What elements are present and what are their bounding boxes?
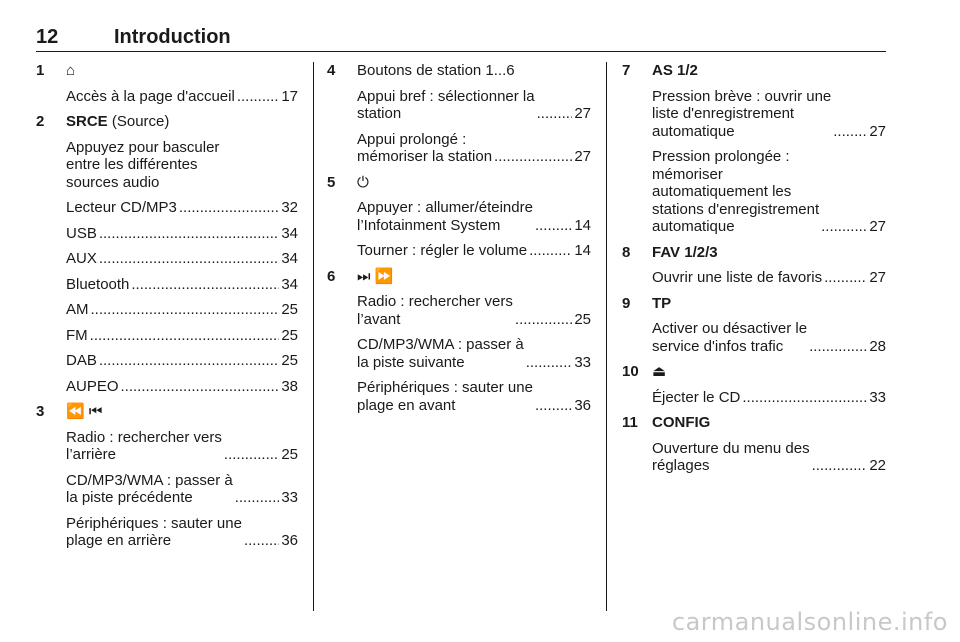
item-number: 5	[327, 173, 336, 191]
column-3	[622, 62, 886, 483]
item-heading-bold: FAV 1/2/3	[652, 243, 718, 261]
dot-leader	[99, 225, 279, 243]
entry-text: Appui bref : sélectionner la station	[357, 87, 535, 122]
reference-entry	[66, 515, 298, 550]
page-reference: 27	[574, 148, 591, 165]
page-reference: 25	[281, 446, 298, 463]
dot-leader	[809, 338, 867, 356]
dot-leader	[535, 397, 572, 415]
item-number: 10	[622, 363, 639, 380]
control-symbol-icon: ⏭ ⏩	[357, 267, 394, 285]
entry-text: Appuyer : allumer/éteindre l’Infotainment System	[357, 199, 533, 234]
dot-leader	[824, 269, 867, 287]
item-number: 11	[622, 414, 638, 431]
item-heading-bold: TP	[652, 294, 672, 312]
item-heading-text: (Source)	[107, 113, 170, 130]
dot-leader	[515, 311, 572, 329]
reference-entry	[66, 276, 298, 294]
page-reference: 25	[574, 310, 591, 328]
dot-leader	[742, 389, 867, 407]
legend-item	[36, 113, 298, 395]
reference-entry	[66, 378, 298, 396]
entry-text: Tourner : régler le volume	[357, 242, 528, 259]
page-title: Introduction	[114, 26, 231, 48]
entry-text: Appui prolongé : mémoriser la station	[357, 130, 493, 165]
page-reference: 14	[574, 216, 591, 234]
item-number: 3	[36, 403, 45, 420]
item-heading	[66, 113, 298, 131]
item-number: 9	[622, 294, 631, 312]
dot-leader	[526, 354, 573, 372]
reference-entry	[66, 199, 298, 217]
dot-leader	[494, 148, 572, 166]
page-number: 12	[36, 26, 59, 48]
entry-text: DAB	[66, 352, 97, 369]
item-number: 4	[327, 62, 336, 79]
reference-entry	[357, 379, 591, 414]
reference-entry	[66, 352, 298, 370]
legend-item	[36, 62, 298, 105]
reference-entry	[652, 88, 886, 141]
reference-entry	[357, 131, 591, 166]
control-symbol-icon: ⌂	[66, 62, 76, 79]
dot-leader	[99, 352, 279, 370]
entry-text: AM	[66, 301, 89, 318]
item-heading	[652, 295, 886, 313]
page-reference: 27	[869, 218, 886, 235]
dot-leader	[244, 532, 279, 550]
page-reference: 25	[281, 352, 298, 369]
page-reference: 22	[869, 457, 886, 474]
entry-text: Pression prolongée : mémoriser automatiquement les stations d'enregistrement automatique	[652, 148, 820, 235]
legend-item	[622, 414, 886, 475]
item-number: 1	[36, 62, 45, 79]
page-reference: 28	[869, 337, 886, 355]
legend-item	[327, 62, 591, 166]
reference-entry	[66, 429, 298, 464]
page-reference: 25	[281, 301, 298, 318]
page-reference: 34	[281, 250, 298, 267]
reference-entry	[66, 225, 298, 243]
dot-leader	[179, 199, 279, 217]
reference-entry	[66, 327, 298, 345]
dot-leader	[833, 123, 867, 141]
item-number: 2	[36, 113, 45, 130]
page-reference: 27	[574, 105, 591, 122]
item-heading-bold: SRCE	[66, 113, 108, 130]
entry-text: FM	[66, 326, 88, 344]
page-reference: 33	[281, 489, 298, 506]
page-reference: 38	[281, 377, 298, 395]
control-symbol-icon: ⏻	[357, 173, 369, 191]
entry-text: Bluetooth	[66, 275, 130, 293]
column-divider	[313, 62, 314, 611]
entry-text: Radio : rechercher vers l’arrière	[66, 428, 222, 463]
reference-entry	[652, 389, 886, 407]
page-reference: 27	[869, 122, 886, 140]
reference-entry	[652, 269, 886, 287]
reference-entry	[357, 88, 591, 123]
column-divider	[606, 62, 607, 611]
reference-entry	[66, 88, 298, 106]
item-heading-text: Boutons de station 1...6	[357, 62, 515, 79]
dot-leader	[90, 327, 280, 345]
reference-entry	[652, 320, 886, 355]
control-symbol-icon: ⏏	[652, 363, 667, 380]
reference-entry	[66, 301, 298, 319]
item-description: Appuyez pour basculer entre les différentes sources audio	[66, 138, 220, 191]
reference-entry	[66, 472, 298, 507]
reference-entry	[66, 250, 298, 268]
legend-item	[622, 244, 886, 287]
legend-item	[36, 403, 298, 550]
dot-leader	[529, 242, 572, 260]
dot-leader	[224, 446, 279, 464]
item-heading-bold: CONFIG	[652, 414, 711, 431]
reference-entry	[652, 440, 886, 475]
legend-item	[622, 295, 886, 356]
column-2	[327, 62, 591, 422]
header-divider	[36, 51, 886, 52]
reference-entry	[357, 293, 591, 328]
entry-text: Éjecter le CD	[652, 388, 741, 406]
item-heading	[652, 62, 886, 80]
dot-leader	[535, 217, 572, 235]
page-reference: 27	[869, 269, 886, 286]
dot-leader	[235, 489, 280, 507]
page-reference: 36	[574, 396, 591, 414]
legend-item	[622, 62, 886, 236]
entry-text: AUPEO	[66, 377, 119, 395]
page-reference: 25	[281, 326, 298, 344]
item-heading	[652, 244, 886, 262]
reference-entry	[652, 148, 886, 236]
entry-text: Radio : rechercher vers l’avant	[357, 293, 513, 328]
legend-item	[327, 174, 591, 260]
entry-text: CD/MP3/WMA : passer à la piste suivante	[357, 336, 524, 371]
page-reference: 33	[869, 388, 886, 406]
item-number: 7	[622, 62, 631, 79]
entry-text: AUX	[66, 250, 97, 267]
entry-text: Accès à la page d'accueil	[66, 87, 235, 105]
dot-leader	[237, 88, 280, 106]
entry-text: Périphériques : sauter une plage en arrière	[66, 514, 242, 549]
page-reference: 34	[281, 224, 298, 242]
entry-text: Ouvrir une liste de favoris	[652, 269, 823, 286]
dot-leader	[812, 457, 868, 475]
entry-text: Pression brève : ouvrir une liste d'enregistrement automatique	[652, 87, 832, 140]
control-symbol-icon: ⏪ ⏮	[66, 403, 103, 420]
dot-leader	[821, 218, 867, 236]
reference-entry	[357, 336, 591, 371]
column-1	[36, 62, 298, 558]
dot-leader	[121, 378, 280, 396]
dot-leader	[537, 105, 573, 123]
entry-text: Ouverture du menu des réglages	[652, 439, 810, 474]
item-heading	[357, 62, 591, 80]
page-reference: 33	[574, 353, 591, 371]
legend-item	[327, 268, 591, 415]
dot-leader	[99, 250, 279, 268]
legend-item	[622, 363, 886, 406]
page-reference: 17	[281, 87, 298, 105]
dot-leader	[91, 301, 280, 319]
entry-text: Lecteur CD/MP3	[66, 199, 177, 216]
page-reference: 32	[281, 199, 298, 216]
item-number: 8	[622, 243, 631, 261]
watermark: carmanualsonline.info	[671, 608, 948, 636]
item-heading-bold: AS 1/2	[652, 62, 698, 79]
page-reference: 36	[281, 532, 298, 549]
item-number: 6	[327, 267, 336, 285]
page-reference: 34	[281, 275, 298, 293]
entry-text: Activer ou désactiver le service d'infos trafic	[652, 320, 808, 355]
page-reference: 14	[574, 242, 591, 259]
item-heading	[652, 414, 886, 432]
dot-leader	[131, 276, 279, 294]
reference-entry	[357, 199, 591, 234]
entry-text: Périphériques : sauter une plage en avant	[357, 379, 533, 414]
reference-entry	[357, 242, 591, 260]
entry-text: USB	[66, 224, 97, 242]
entry-text: CD/MP3/WMA : passer à la piste précédente	[66, 471, 233, 506]
